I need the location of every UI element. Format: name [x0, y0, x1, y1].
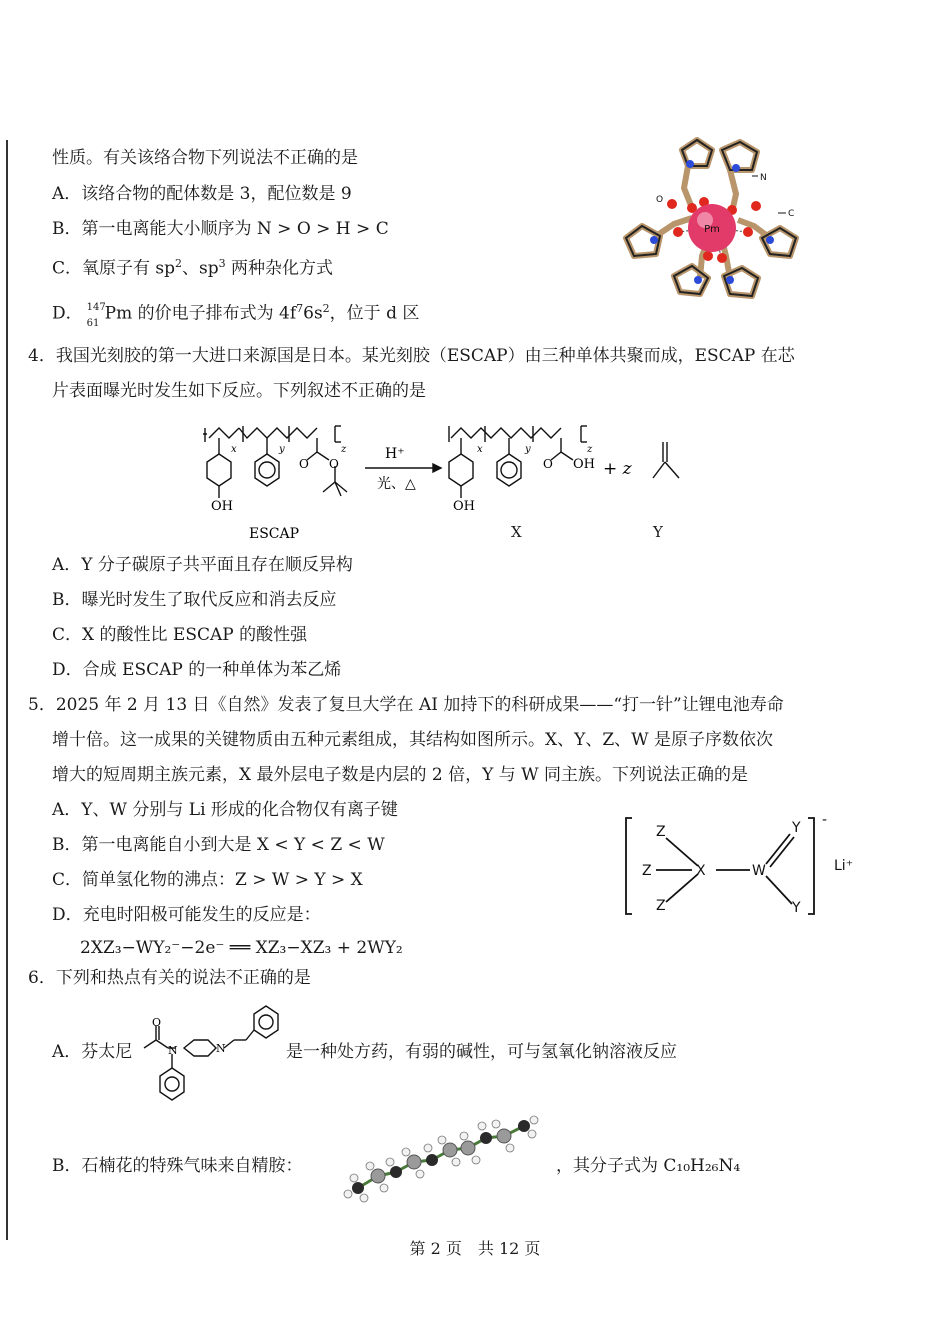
plus-z: + z: [603, 459, 632, 479]
q5-option-a: A．Y、W 分别与 Li 形成的化合物仅有离子键: [52, 800, 398, 820]
spermine-ball-stick-model: [334, 1110, 549, 1205]
y-atom-1: Y: [792, 820, 801, 836]
q4-option-d: D．合成 ESCAP 的一种单体为苯乙烯: [52, 660, 342, 680]
q3-d-sup-2: 2: [322, 302, 330, 315]
fentanyl-structure: [138, 998, 283, 1106]
q3-c-sup-1: 2: [175, 257, 183, 270]
reagent-acid: H⁺: [385, 446, 405, 462]
svg-text:O: O: [543, 457, 553, 471]
z-atom-2: Z: [642, 863, 652, 879]
q6-option-a-suffix: 是一种处方药，有弱的碱性，可与氢氧化钠溶液反应: [286, 1042, 677, 1062]
q6-option-b-suffix: ，其分子式为 C₁₀H₂₆N₄: [556, 1156, 741, 1176]
q6-option-a-prefix: A．芬太尼: [52, 1042, 133, 1062]
q4-option-a: A．Y 分子碳原子共平面且存在顺反异构: [52, 555, 353, 575]
page-margin-line: [6, 140, 8, 1240]
sub-y-2: y: [525, 444, 531, 455]
q3-d-text-3: ，位于 d 区: [329, 303, 420, 324]
q3-c-text-2: 、sp: [182, 258, 219, 279]
label-y: Y: [653, 523, 663, 541]
q5-option-d: D．充电时阳极可能发生的反应是：: [52, 905, 321, 925]
q3-continuation: 性质。有关该络合物下列说法不正确的是: [52, 148, 358, 168]
q5-option-b: B．第一电离能自小到大是 X < Y < Z < W: [52, 835, 385, 855]
label-x: X: [511, 523, 522, 541]
reagent-conditions: 光、△: [377, 476, 416, 492]
mass-number: 147: [86, 302, 106, 314]
z-atom-1: Z: [656, 824, 666, 840]
q3-d-text-2: 6s: [303, 303, 323, 324]
q3-option-a: A．该络合物的配体数是 3，配位数是 9: [52, 184, 352, 204]
svg-text:O: O: [329, 457, 339, 471]
q4-option-c: C．X 的酸性比 ESCAP 的酸性强: [52, 625, 308, 645]
x-atom: X: [696, 863, 706, 879]
z-atom-3: Z: [656, 898, 666, 914]
q3-d-text-1: 的价电子排布式为 4f: [132, 303, 297, 324]
q6-option-b-prefix: B．石楠花的特殊气味来自精胺：: [52, 1156, 303, 1176]
q5-stem-3: 增大的短周期主族元素，X 最外层电子数是内层的 2 倍，Y 与 W 同主族。下列说法正确的是: [52, 765, 749, 785]
o-label: O: [656, 195, 664, 205]
q3-c-text-1: C．氧原子有 sp: [52, 258, 176, 279]
fentanyl-o: O: [152, 1016, 162, 1029]
q3-option-d: [52, 297, 420, 330]
q5-stem-2: 增十倍。这一成果的关键物质由五种元素组成，其结构如图所示。X、Y、Z、W 是原子序数依次: [52, 730, 774, 750]
atomic-number: 61: [86, 318, 100, 330]
q3-c-text-3: 两种杂化方式: [225, 258, 334, 279]
q6-stem: 6．下列和热点有关的说法不正确的是: [28, 968, 311, 988]
sub-x-2: x: [477, 444, 483, 455]
escap-oh-label: OH: [211, 499, 233, 514]
q4-option-b: B．曝光时发生了取代反应和消去反应: [52, 590, 337, 610]
q3-option-b: B．第一电离能大小顺序为 N > O > H > C: [52, 219, 389, 239]
escap-reaction-scheme: [195, 412, 695, 542]
q3-option-c: [52, 252, 333, 281]
c-label: C: [788, 209, 795, 219]
anion-charge: -: [822, 812, 828, 828]
label-escap: ESCAP: [249, 526, 300, 542]
q5-equation: 2XZ₃−WY₂⁻−2e⁻ ══ XZ₃−XZ₃ + 2WY₂: [80, 938, 403, 958]
q5-option-c: C．简单氢化物的沸点：Z > W > Y > X: [52, 870, 363, 890]
q3-d-label: D．: [52, 303, 83, 324]
anion-structure: [620, 812, 860, 922]
pm-complex-figure: [612, 128, 812, 308]
page-footer: 第 2 页 共 12 页: [409, 1239, 541, 1258]
fentanyl-n-piperidine: N: [216, 1042, 226, 1055]
nuclide-notation: [83, 302, 106, 330]
lithium-cation: Li⁺: [834, 858, 854, 874]
w-atom: W: [752, 863, 766, 879]
q3-c-sup-2: 3: [218, 257, 226, 270]
x-oh-label: OH: [453, 499, 475, 514]
fentanyl-n-amide: N: [168, 1044, 178, 1057]
sub-x-1: x: [231, 444, 237, 455]
sub-z-2: z: [587, 444, 593, 455]
sub-z-1: z: [341, 444, 347, 455]
q3-d-sup-1: 7: [296, 302, 304, 315]
svg-text:O: O: [299, 457, 309, 471]
y-atom-2: Y: [792, 900, 801, 916]
sub-y-1: y: [279, 444, 285, 455]
cooh-oh-label: OH: [573, 457, 595, 472]
q4-stem-2: 片表面曝光时发生如下反应。下列叙述不正确的是: [52, 381, 426, 401]
n-label: N: [760, 173, 767, 183]
pm-label: Pm: [704, 224, 720, 235]
element-symbol: Pm: [104, 303, 133, 324]
q4-stem-1: 4．我国光刻胶的第一大进口来源国是日本。某光刻胶（ESCAP）由三种单体共聚而成，ESCAP 在芯: [28, 346, 795, 366]
q5-stem-1: 5．2025 年 2 月 13 日《自然》发表了复旦大学在 AI 加持下的科研成果——“打一针”让锂电池寿命: [28, 695, 784, 715]
